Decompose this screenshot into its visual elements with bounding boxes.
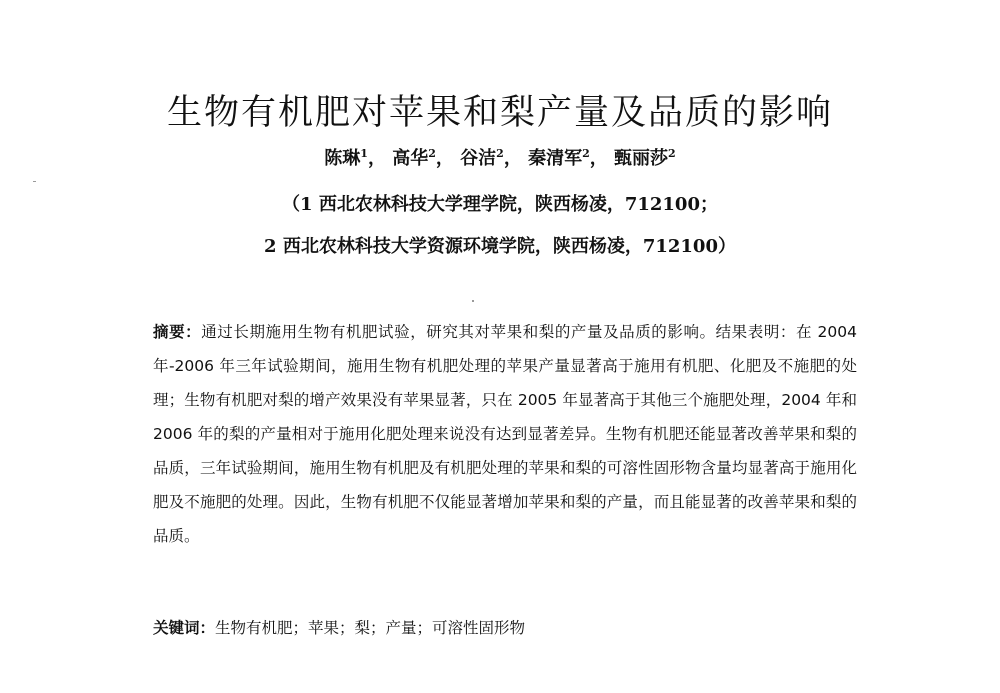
author-separator: ， <box>367 148 386 169</box>
author-separator: ， <box>435 148 454 169</box>
scan-speck <box>472 300 474 302</box>
author-name: 陈琳 <box>324 148 361 169</box>
author-name: 甄丽莎 <box>614 148 669 169</box>
author-name: 高华 <box>392 148 429 169</box>
author-list <box>0 144 1000 174</box>
author-affiliation-mark: 2 <box>668 147 676 160</box>
keywords-label: 关键词： <box>153 619 216 637</box>
keywords-text: 生物有机肥；苹果；梨；产量；可溶性固形物 <box>215 619 526 637</box>
affiliation-1: （1 西北农林科技大学理学院，陕西杨凌，712100； <box>282 194 718 215</box>
author-name: 谷洁 <box>460 148 497 169</box>
author <box>614 148 676 169</box>
abstract-text: 通过长期施用生物有机肥试验，研究其对苹果和梨的产量及品质的影响。结果表明：在 2004 年-2006 年三年试验期间，施用生物有机肥处理的苹果产量显著高于施用有机肥、化肥及不施肥的处理；生物有机肥对梨的增产效果没有苹果显著，只在 2005 年显著高于其他三个施肥处理，2004 年和 2006 年的梨的产量相对于施用化肥处理来说没有达到显著差异。生物有机肥还能显著改善苹果和梨的品质，三年试验期间，施用生物有机肥及有机肥处理的苹果和梨的可溶性固形物含量均显著高于施用化肥及不施肥的处理。因此，生物有机肥不仅能显著增加苹果和梨的产量，而且能显著的改善苹果和梨的品质。 <box>153 323 857 545</box>
author <box>324 148 386 169</box>
author <box>392 148 454 169</box>
author-affiliation-mark: 2 <box>582 147 590 160</box>
author <box>460 148 522 169</box>
author-separator: ， <box>589 148 608 169</box>
author <box>528 148 608 169</box>
author-affiliation-mark: 1 <box>360 147 368 160</box>
keywords <box>153 613 857 643</box>
abstract-label: 摘要： <box>153 323 202 341</box>
author-affiliation-mark: 2 <box>428 147 436 160</box>
affiliation-2: 2 西北农林科技大学资源环境学院，陕西杨凌，712100） <box>264 236 736 257</box>
scan-speck <box>33 181 36 182</box>
author-separator: ， <box>503 148 522 169</box>
author-name: 秦清军 <box>528 148 583 169</box>
abstract <box>153 315 857 553</box>
paper-title: 生物有机肥对苹果和梨产量及品质的影响 <box>166 93 833 133</box>
author-affiliation-mark: 2 <box>496 147 504 160</box>
